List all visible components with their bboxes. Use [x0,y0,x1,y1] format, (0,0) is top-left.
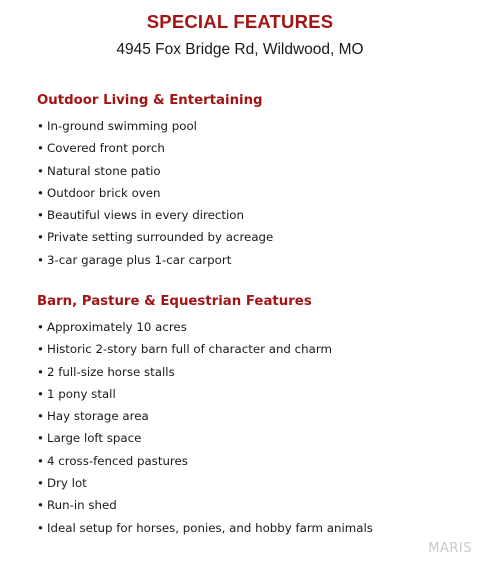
bullet-icon: • [37,386,44,401]
bullet-icon: • [37,141,44,156]
list-item [37,249,273,271]
list-item-text: Covered front porch [47,141,165,156]
property-address: 4945 Fox Bridge Rd, Wildwood, MO [116,41,364,58]
list-item [37,383,373,405]
list-item-text: In-ground swimming pool [47,119,197,133]
bullet-icon: • [37,252,44,267]
bullet-icon: • [37,453,44,468]
list-item-text: Beautiful views in every direction [47,208,244,223]
list-item [37,450,373,472]
barn-pasture-list [37,316,373,539]
list-item-text: Large loft space [47,431,142,446]
list-item-text: Run-in shed [47,498,117,513]
bullet-icon: • [37,320,44,334]
list-item [37,115,273,137]
list-item [37,517,373,539]
section-heading-outdoor-living: Outdoor Living & Entertaining [37,93,263,108]
bullet-icon: • [37,520,44,535]
bullet-icon: • [37,364,44,379]
list-item-text: Ideal setup for horses, ponies, and hobby farm animals [47,520,373,535]
bullet-icon: • [37,498,44,513]
list-item-text: 4 cross-fenced pastures [47,453,188,468]
list-item [37,204,273,226]
bullet-icon: • [37,119,44,133]
list-item-text: 1 pony stall [47,386,116,401]
section-heading-barn-pasture: Barn, Pasture & Equestrian Features [37,294,312,309]
bullet-icon: • [37,431,44,446]
list-item [37,494,373,516]
bullet-icon: • [37,185,44,200]
list-item-text: Historic 2-story barn full of character and charm [47,342,332,357]
page-title: SPECIAL FEATURES [146,11,334,32]
bullet-icon: • [37,476,44,491]
list-item [37,405,373,427]
list-item-text: Outdoor brick oven [47,185,161,200]
bullet-icon: • [37,230,44,245]
list-item-text: Natural stone patio [47,163,161,178]
bullet-icon: • [37,409,44,424]
bullet-icon: • [37,342,44,357]
list-item-text: Approximately 10 acres [47,320,187,334]
bullet-icon: • [37,163,44,178]
list-item-text: Dry lot [47,476,87,491]
list-item [37,226,273,248]
list-item [37,160,273,182]
maris-watermark: MARIS [428,541,472,556]
list-item [37,338,373,360]
list-item [37,472,373,494]
list-item-text: 2 full-size horse stalls [47,364,175,379]
list-item [37,137,273,159]
list-item [37,361,373,383]
bullet-icon: • [37,208,44,223]
outdoor-living-list [37,115,273,271]
list-item-text: Hay storage area [47,409,149,424]
list-item-text: 3-car garage plus 1-car carport [47,252,232,267]
list-item [37,427,373,449]
list-item [37,316,373,338]
list-item [37,182,273,204]
list-item-text: Private setting surrounded by acreage [47,230,274,245]
